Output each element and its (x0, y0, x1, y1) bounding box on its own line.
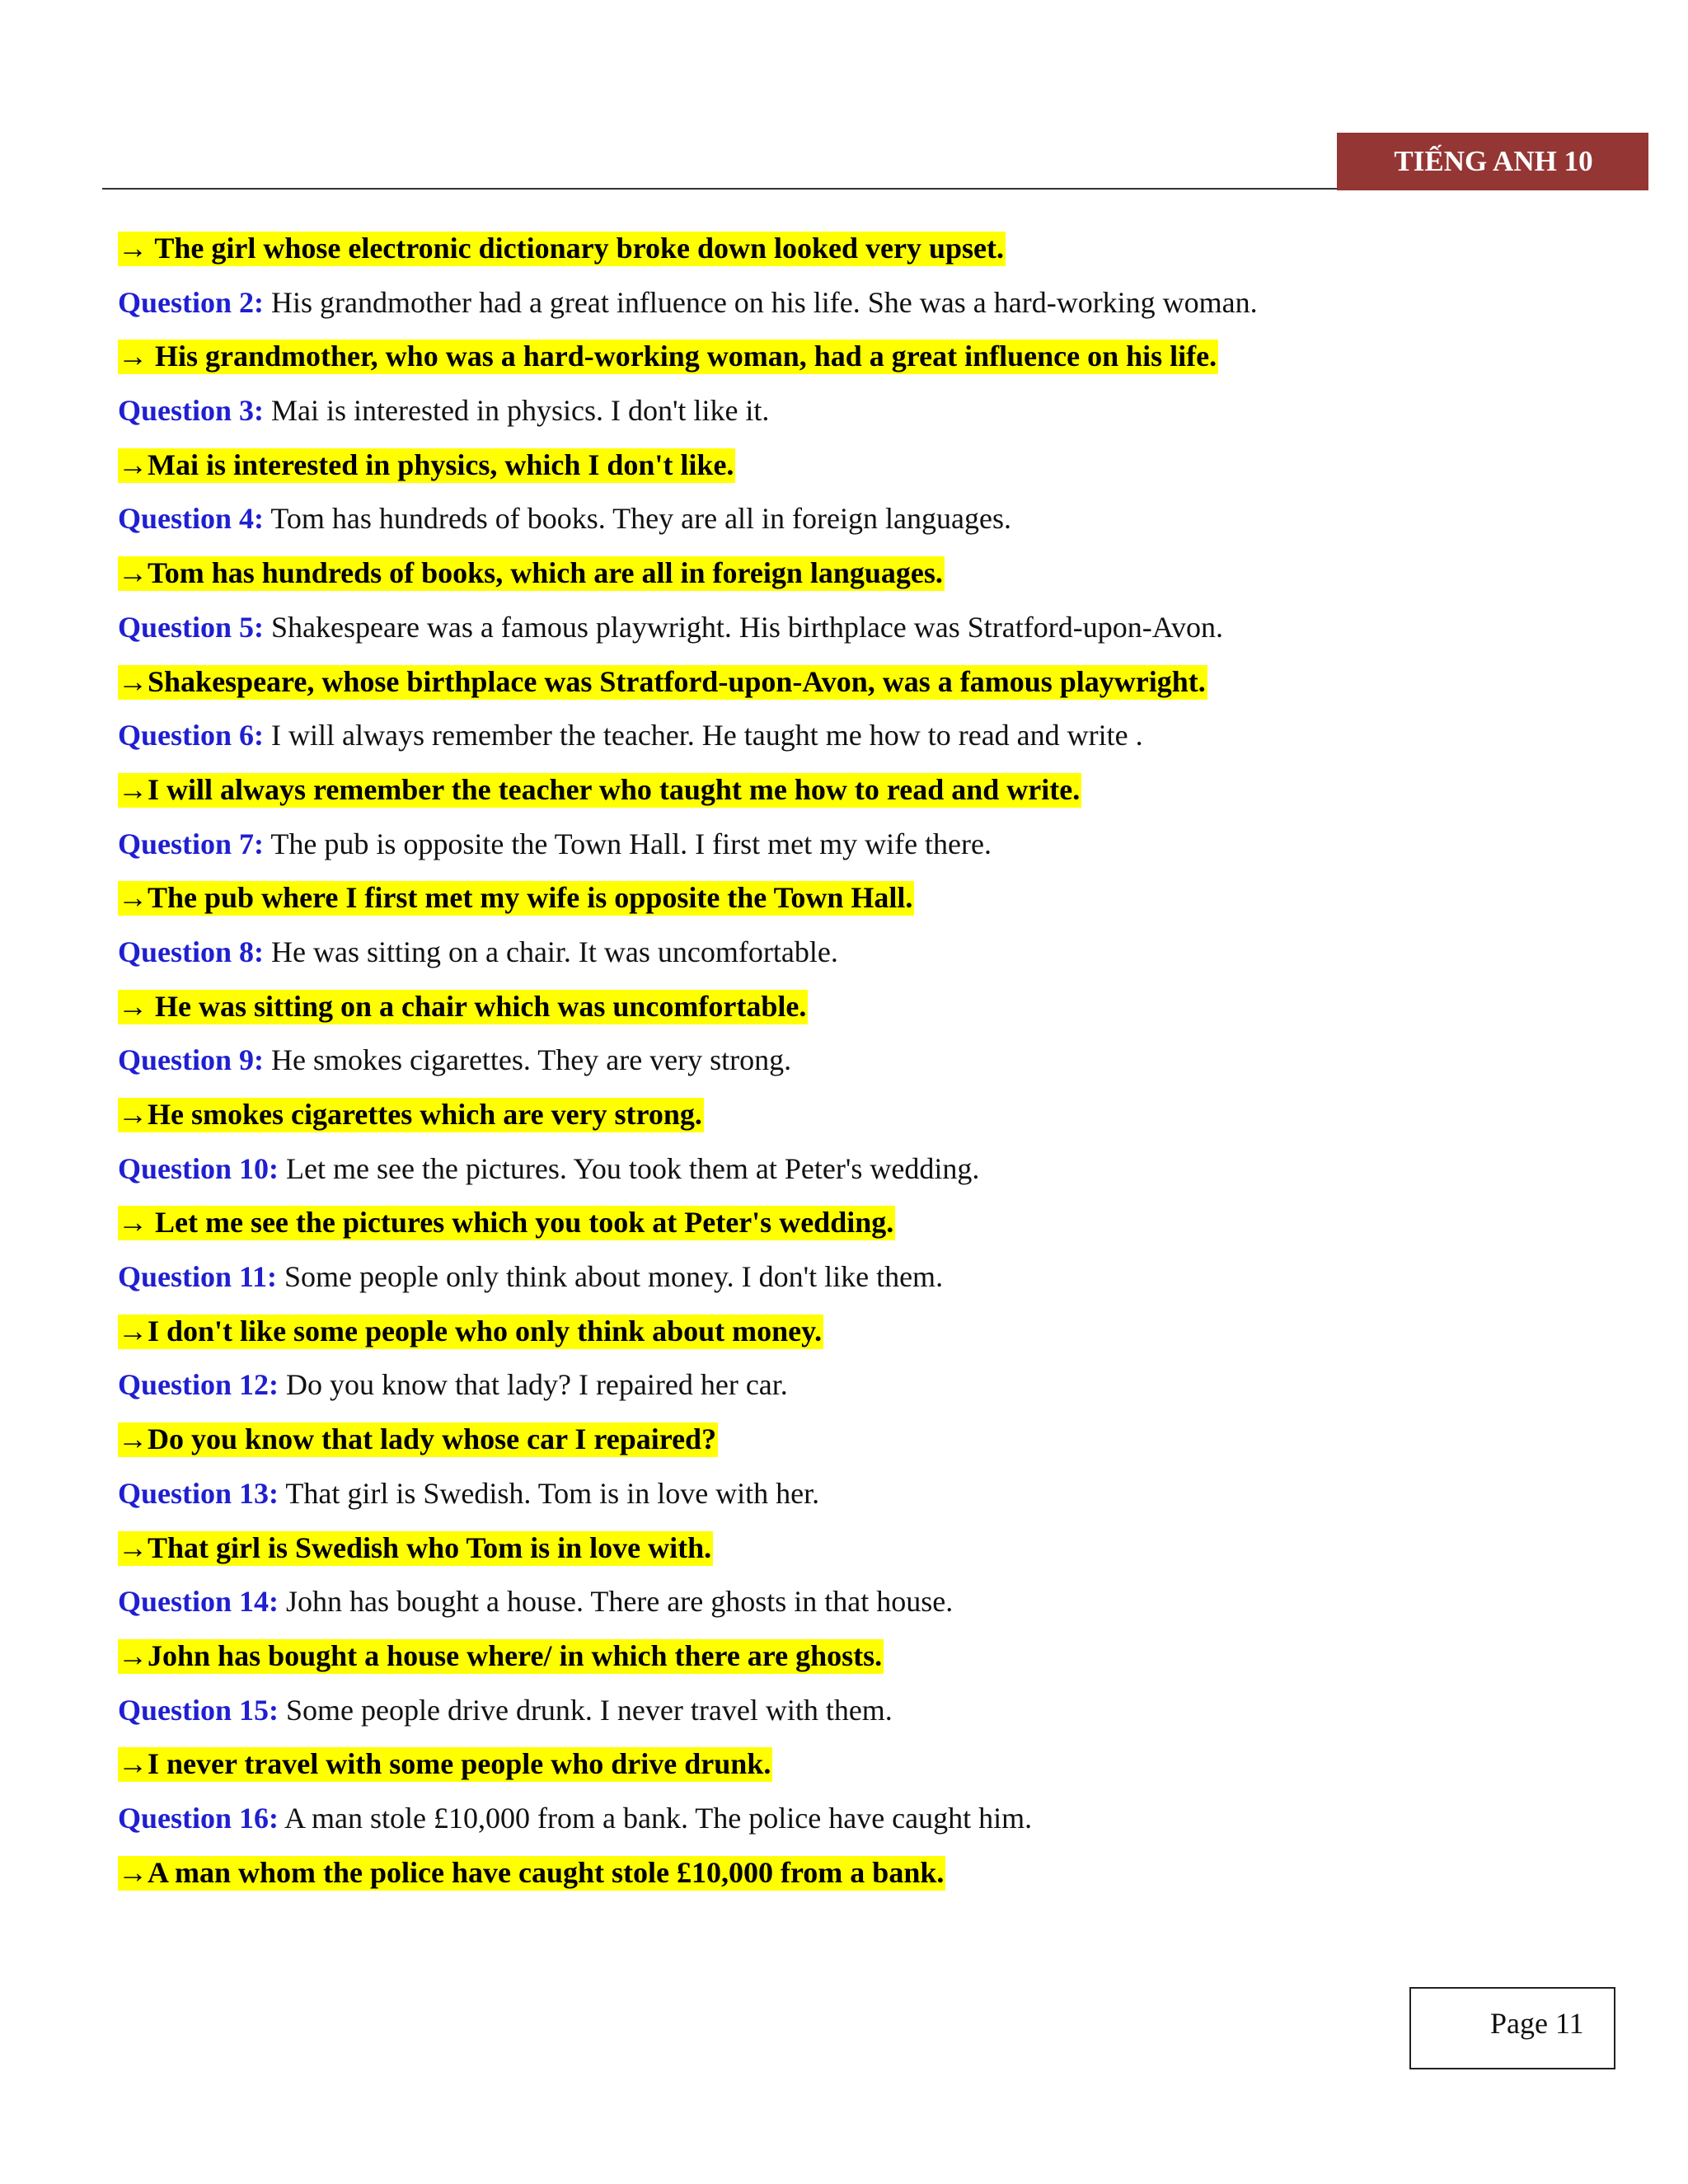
question-line (118, 385, 1618, 439)
document-body (118, 223, 1618, 1900)
answer-line (118, 223, 1618, 277)
answer-text: →Shakespeare, whose birthplace was Stratford-upon-Avon, was a famous playwright. (118, 664, 1206, 698)
answer-line (118, 1522, 1618, 1577)
question-text: Tom has hundreds of books. They are all in foreign languages. (264, 502, 1011, 536)
question-line (118, 277, 1618, 331)
answer-text: →The pub where I first met my wife is opposite the Town Hall. (118, 881, 913, 915)
question-line (118, 818, 1618, 873)
answer-text: →Mai is interested in physics, which I don't like. (118, 448, 734, 481)
answer-text: → The girl whose electronic dictionary broke down looked very upset. (118, 232, 1004, 265)
question-label: Question 13: (118, 1476, 279, 1510)
question-label: Question 11: (118, 1260, 278, 1294)
question-line (118, 493, 1618, 547)
question-text: I will always remember the teacher. He taught me how to read and write . (264, 719, 1143, 752)
answer-line (118, 1305, 1618, 1360)
question-label: Question 2: (118, 285, 265, 319)
answer-line (118, 439, 1618, 494)
header-rule (102, 188, 1337, 190)
answer-text: →I will always remember the teacher who taught me how to read and write. (118, 772, 1081, 806)
answer-text: → His grandmother, who was a hard-working woman, had a great influence on his life. (118, 340, 1217, 373)
question-label: Question 4: (118, 502, 265, 536)
question-text: He smokes cigarettes. They are very strong. (264, 1043, 792, 1077)
question-text: His grandmother had a great influence on his life. She was a hard-working woman. (264, 285, 1258, 319)
question-text: Let me see the pictures. You took them at Peter's wedding. (279, 1151, 980, 1185)
question-line (118, 1576, 1618, 1630)
answer-line (118, 764, 1618, 818)
question-label: Question 5: (118, 610, 265, 644)
question-label: Question 12: (118, 1368, 279, 1402)
question-line (118, 1468, 1618, 1522)
question-line (118, 926, 1618, 981)
answer-line (118, 330, 1618, 385)
question-text: A man stole £10,000 from a bank. The police have caught him. (279, 1801, 1033, 1835)
header-tag: TIẾNG ANH 10 (1337, 133, 1648, 190)
answer-line (118, 1197, 1618, 1251)
question-line (118, 1793, 1618, 1847)
answer-text: → Let me see the pictures which you took at Peter's wedding. (118, 1206, 894, 1240)
question-text: The pub is opposite the Town Hall. I first met my wife there. (264, 827, 992, 860)
page-number-box (1409, 1987, 1615, 2069)
question-label: Question 10: (118, 1151, 279, 1185)
question-label: Question 6: (118, 719, 265, 752)
answer-text: →A man whom the police have caught stole £10,000 from a bank. (118, 1855, 945, 1889)
question-line (118, 1251, 1618, 1305)
question-text: Some people drive drunk. I never travel with them. (279, 1693, 893, 1727)
question-text: That girl is Swedish. Tom is in love with her. (279, 1476, 820, 1510)
question-line (118, 1143, 1618, 1197)
answer-line (118, 1630, 1618, 1685)
question-line (118, 710, 1618, 764)
answer-text: →He smokes cigarettes which are very strong. (118, 1098, 702, 1131)
question-line (118, 602, 1618, 656)
question-line (118, 1034, 1618, 1089)
question-label: Question 8: (118, 935, 265, 968)
question-text: John has bought a house. There are ghosts in that house. (279, 1585, 954, 1619)
answer-line (118, 872, 1618, 926)
question-text: He was sitting on a chair. It was uncomfortable. (264, 935, 838, 968)
question-label: Question 3: (118, 394, 265, 428)
question-text: Do you know that lady? I repaired her car. (279, 1368, 788, 1402)
answer-text: →Do you know that lady whose car I repaired? (118, 1422, 717, 1456)
question-label: Question 14: (118, 1585, 279, 1619)
question-line (118, 1359, 1618, 1413)
page-number: Page 11 (1490, 2007, 1584, 2040)
answer-line (118, 981, 1618, 1035)
answer-line (118, 1413, 1618, 1468)
answer-line (118, 656, 1618, 710)
answer-line (118, 1738, 1618, 1793)
question-label: Question 16: (118, 1801, 279, 1835)
answer-text: →John has bought a house where/ in which there are ghosts. (118, 1638, 883, 1672)
answer-text: →I never travel with some people who drive drunk. (118, 1747, 771, 1781)
answer-line (118, 1847, 1618, 1901)
question-text: Shakespeare was a famous playwright. His birthplace was Stratford-upon-Avon. (264, 610, 1224, 644)
question-label: Question 7: (118, 827, 265, 860)
question-label: Question 9: (118, 1043, 265, 1077)
question-label: Question 15: (118, 1693, 279, 1727)
answer-text: → He was sitting on a chair which was uncomfortable. (118, 989, 807, 1023)
answer-line (118, 547, 1618, 602)
question-text: Some people only think about money. I don't like them. (277, 1260, 944, 1294)
question-line (118, 1685, 1618, 1739)
answer-text: →That girl is Swedish who Tom is in love with. (118, 1530, 712, 1564)
question-text: Mai is interested in physics. I don't like it. (264, 394, 770, 428)
answer-text: →Tom has hundreds of books, which are all in foreign languages. (118, 556, 943, 590)
answer-text: →I don't like some people who only think about money. (118, 1314, 823, 1347)
answer-line (118, 1089, 1618, 1143)
